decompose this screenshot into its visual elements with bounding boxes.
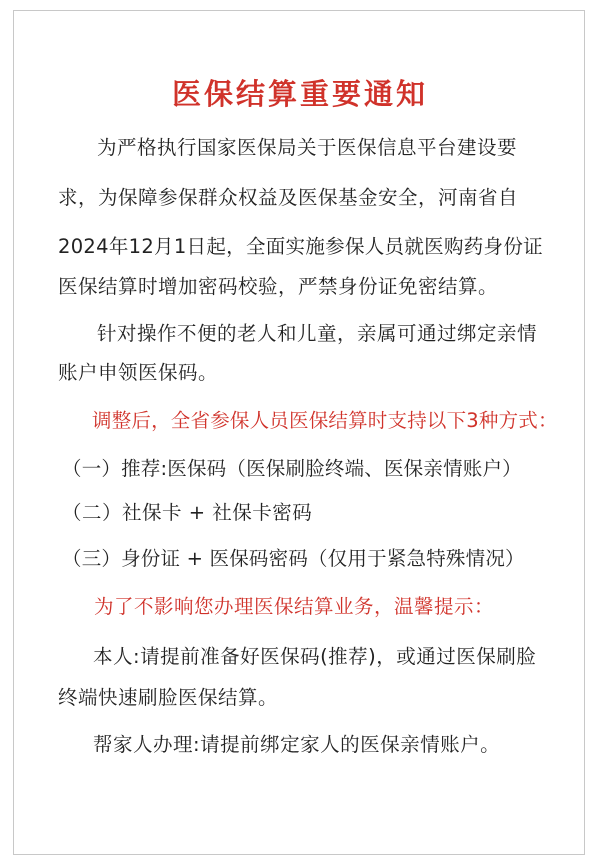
method-item: （三）身份证 + 医保码密码（仅用于紧急特殊情况）: [62, 547, 525, 570]
notice-sheet: [13, 10, 585, 855]
paragraph-policy-line: 为严格执行国家医保局关于医保信息平台建设要: [97, 136, 518, 159]
paragraph-policy-line: 医保结算时增加密码校验，严禁身份证免密结算。: [58, 275, 499, 298]
paragraph-family-line: 针对操作不便的老人和儿童，亲属可通过绑定亲情: [97, 322, 538, 345]
methods-heading: 调整后，全省参保人员医保结算时支持以下3种方式：: [92, 409, 558, 432]
paragraph-policy-line: 求，为保障参保群众权益及医保基金安全，河南省自: [58, 186, 519, 209]
tip-family: 帮家人办理:请提前绑定家人的医保亲情账户。: [93, 733, 501, 756]
paragraph-policy-line: 2024年12月1日起，全面实施参保人员就医购药身份证: [58, 235, 543, 258]
tip-self-line: 终端快速刷脸医保结算。: [58, 686, 279, 709]
method-item: （二）社保卡 + 社保卡密码: [62, 501, 313, 524]
tip-self-line: 本人:请提前准备好医保码(推荐)，或通过医保刷脸: [93, 645, 537, 668]
tips-heading: 为了不影响您办理医保结算业务，温馨提示：: [94, 595, 495, 618]
notice-title: 医保结算重要通知: [171, 77, 428, 111]
method-item: （一）推荐:医保码（医保刷脸终端、医保亲情账户）: [62, 457, 522, 480]
paragraph-family-line: 账户申领医保码。: [58, 361, 219, 384]
